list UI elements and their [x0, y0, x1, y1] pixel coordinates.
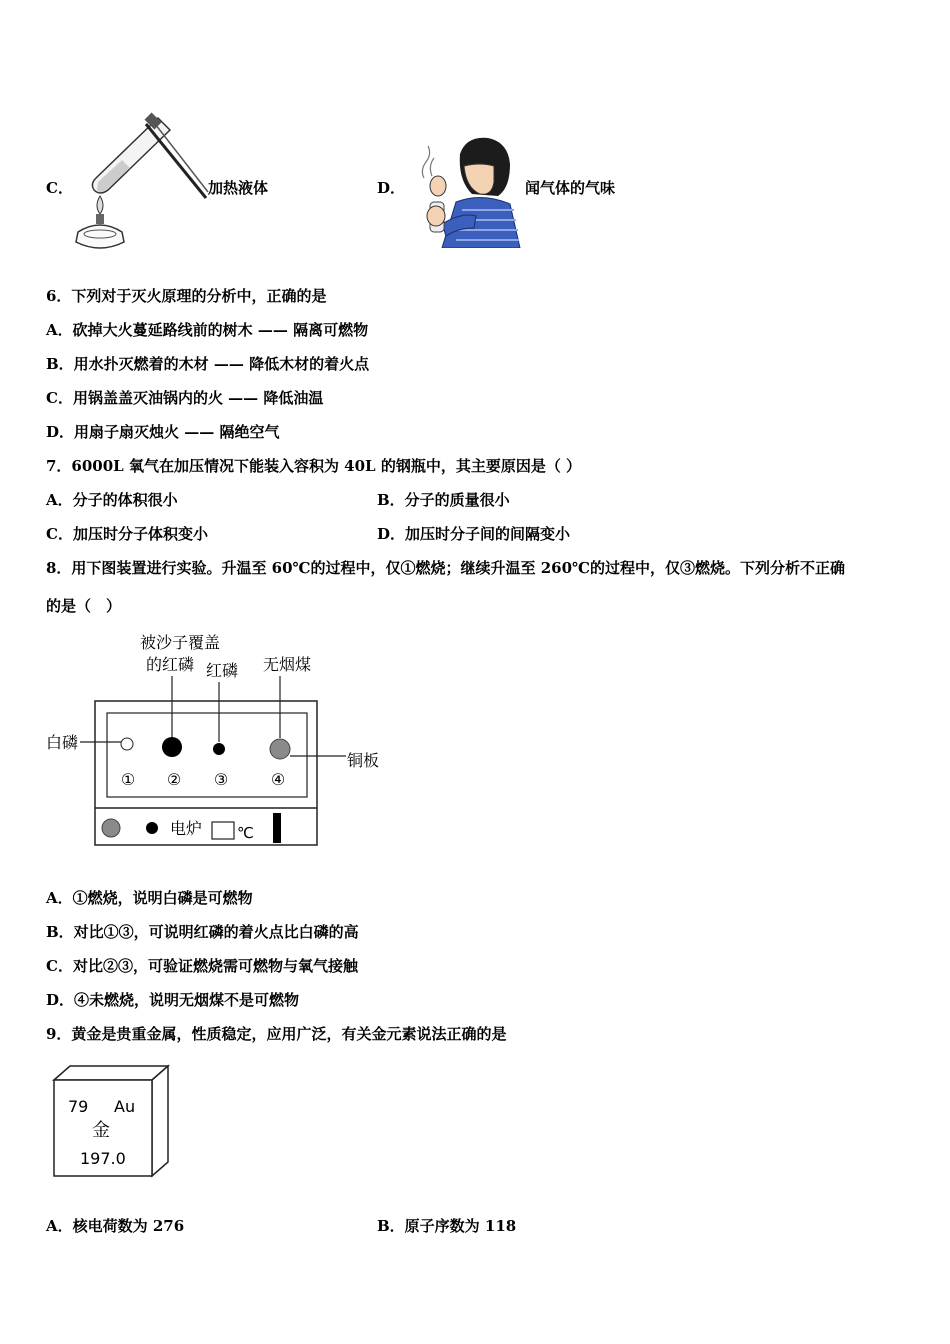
- white-phosphorus-sample: [121, 738, 133, 750]
- q6-option-b: B．用水扑灭燃着的木材 —— 降低木材的着火点: [46, 355, 370, 373]
- option-c-caption: 加热液体: [208, 179, 269, 197]
- label-white-phosphorus: 白磷: [46, 733, 79, 752]
- q8-option-a: A．①燃烧，说明白磷是可燃物: [46, 889, 253, 907]
- element-symbol: Au: [114, 1097, 136, 1116]
- gold-element-card: [50, 1064, 174, 1182]
- option-d-caption: 闻气体的气味: [525, 179, 616, 197]
- label-sand-covered-1: 被沙子覆盖: [139, 633, 221, 652]
- element-name: 金: [92, 1120, 110, 1141]
- indicator-light-gray: [102, 819, 120, 837]
- tube-holder-icon: [145, 113, 208, 198]
- label-copper-plate: 铜板: [347, 751, 380, 770]
- temperature-display-box: [212, 822, 234, 839]
- q6-stem: 6．下列对于灭火原理的分析中，正确的是: [46, 287, 327, 305]
- q7-option-c: C．加压时分子体积变小: [46, 525, 208, 543]
- number-3: ③: [213, 770, 229, 789]
- sand-covered-red-phosphorus-sample: [162, 737, 182, 757]
- q9-option-b: B．原子序数为 118: [377, 1217, 517, 1235]
- label-red-phosphorus: 红磷: [205, 661, 239, 680]
- indicator-light-black: [146, 822, 158, 834]
- red-phosphorus-sample: [213, 743, 225, 755]
- q7-option-b: B．分子的质量很小: [377, 491, 510, 509]
- q8-option-b: B．对比①③，可说明红磷的着火点比白磷的高: [46, 923, 359, 941]
- q8-stem-line1: 8．用下图装置进行实验。升温至 60℃的过程中，仅①燃烧；继续升温至 260℃的过程中，仅③燃烧。下列分析不正确: [46, 559, 846, 577]
- q8-option-c: C．对比②③，可验证燃烧需可燃物与氧气接触: [46, 957, 358, 975]
- q6-option-a: A．砍掉大火蔓延路线前的树木 —— 隔离可燃物: [46, 321, 369, 339]
- combustion-apparatus-diagram: [40, 628, 400, 852]
- heating-liquid-illustration: [66, 110, 216, 252]
- q8-stem-line2: 的是（ ）: [46, 597, 122, 615]
- label-sand-covered-2: 的红磷: [145, 655, 195, 674]
- flame-icon: [97, 196, 103, 214]
- anthracite-sample: [270, 739, 290, 759]
- number-1: ①: [120, 770, 136, 789]
- q9-option-a: A．核电荷数为 276: [46, 1217, 185, 1235]
- smelling-gas-illustration: [402, 132, 524, 248]
- q7-option-a: A．分子的体积很小: [46, 491, 178, 509]
- q6-option-c: C．用锅盖盖灭油锅内的火 —— 降低油温: [46, 389, 324, 407]
- q7-option-d: D．加压时分子间的间隔变小: [377, 525, 571, 543]
- alcohol-lamp-icon: [76, 214, 124, 248]
- q7-stem: 7．6000L 氧气在加压情况下能装入容积为 40L 的钢瓶中，其主要原因是（ ）: [46, 457, 582, 475]
- label-anthracite: 无烟煤: [262, 655, 312, 674]
- option-d-label: D．: [377, 179, 406, 197]
- number-2: ②: [166, 770, 182, 789]
- option-c-label: C．: [46, 179, 73, 197]
- q6-option-d: D．用扇子扇灭烛火 —— 隔绝空气: [46, 423, 280, 441]
- element-atomic-number: 79: [68, 1097, 89, 1116]
- element-atomic-mass: 197.0: [80, 1149, 126, 1168]
- label-celsius: ℃: [237, 824, 254, 842]
- label-electric-furnace: 电炉: [170, 819, 203, 838]
- number-4: ④: [270, 770, 286, 789]
- switch-bar: [273, 813, 281, 843]
- q9-stem: 9．黄金是贵重金属，性质稳定，应用广泛，有关金元素说法正确的是: [46, 1025, 507, 1043]
- person-icon: [427, 138, 520, 248]
- q8-option-d: D．④未燃烧，说明无烟煤不是可燃物: [46, 991, 300, 1009]
